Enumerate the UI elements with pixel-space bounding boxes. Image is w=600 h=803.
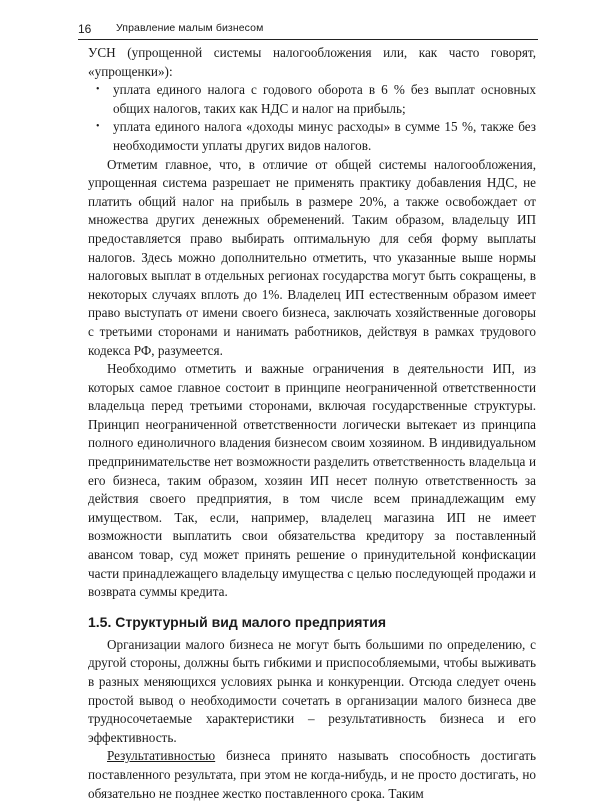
bullet-item [88,118,536,155]
page-body [88,44,536,803]
running-title: Управление малым бизнесом [116,22,264,34]
intro-paragraph: УСН (упрощенной системы налогообложения или, как часто говорят, «упрощенки»): [88,45,536,79]
paragraph: Организации малого бизнеса не могут быть большими по определению, с другой стороны, должны быть гибкими и приспособляемыми, чтобы выживать в разных меняющихся условиях рынка и конкуренции. Отсюда следует очень простой вывод о необходимости сочетать в организации малого бизнеса две трудносочетаемые характеристики – результативность бизнеса и его эффективность. [88,636,536,745]
paragraph [88,747,536,803]
page-number: 16 [78,22,92,36]
bullet-text: уплата единого налога с годового оборота в 6 % без выплат основных общих налогов, таких как НДС и налог на прибыль; [113,82,536,116]
bullet-list [88,81,536,155]
page-header [78,19,538,40]
paragraph: Необходимо отметить и важные ограничения в деятельности ИП, из которых самое главное состоит в принципе неограниченной ответственности владельца перед третьими сторонами, включая государственные структуры. Принцип неограниченной ответственности логически вытекает из принципа полного единоличного владения бизнесом своим хозяином. В индивидуальном предпринимательстве нет возможности разделить ответственность владельца и его бизнеса, таким образом, хозяин ИП несет полную ответственность за действия своего предприятия, в том числе всем принадлежащим ему имуществом. Так, если, например, владелец магазина ИП не имеет возможности выплатить свои обязательства кредитору за поставленный авансом товар, суд может принять решение о принудительной конфискации части принадлежащего владельцу имущества с целью последующей продажи и возврата суммы кредита. [88,361,536,600]
bullet-item [88,81,536,118]
bullet-text: уплата единого налога «доходы минус расходы» в сумме 15 %, также без необходимости уплаты других видов налогов. [113,119,536,153]
section-title: 1.5. Структурный вид малого предприятия [88,613,387,630]
bullet-icon: • [96,84,100,96]
underlined-term: Результативностью [107,748,216,764]
paragraph: Отметим главное, что, в отличие от общей системы налогообложения, упрощенная система разрешает не применять практику добавления НДС, не платить общий налог на прибыль в размере 20%, а также освобождает от множества других денежных обременений. Таким образом, владельцу ИП предоставляется право выбирать оптимальную для себя форму выплаты налогов. Здесь можно дополнительно отметить, что указанные выше нормы налоговых выплат в отдельных регионах государства могут быть сокращены, в некоторых случаях вплоть до 1%. Владелец ИП естественным образом имеет право выступать от имени своего бизнеса, заключать хозяйственные договоры с третьими сторонами и нанимать работников, действуя в рамках трудового кодекса РФ, разумеется. [88,156,536,358]
paragraph-text: бизнеса принято называть способность достигать поставленного результата, при этом не когда-нибудь, и не просто достигать, но обязательно не позднее жестко поставленного срока. Таким [88,748,536,801]
bullet-icon: • [96,121,100,133]
